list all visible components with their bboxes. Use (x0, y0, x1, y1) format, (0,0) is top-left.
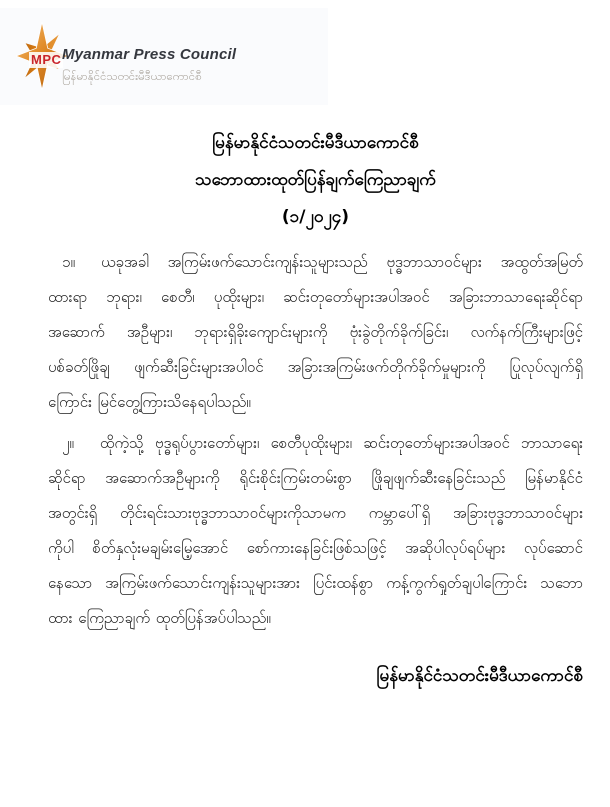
doc-title-council: မြန်မာနိုင်ငံသတင်းမီဒီယာကောင်စီ (212, 133, 419, 153)
paragraph-number: ၁။ (62, 253, 75, 271)
paragraph-line: နေသော အကြမ်းဖက်သောင်းကျန်းသူများအား ပြင်းထန်စွာ ကန့်ကွက်ရှုတ်ချပါကြောင်း သဘော (48, 574, 583, 592)
paragraph-text: ယခုအခါ အကြမ်းဖက်သောင်းကျန်းသူများသည် ဗုဒ္ဓဘာသာဝင်များ အထွတ်အမြတ် (100, 253, 583, 271)
mpc-acronym: MPC (31, 52, 62, 67)
paragraph-text: ထိုကဲ့သို့ ဗုဒ္ဓရုပ်ပွားတော်များ၊ စေတီပုထိုးများ၊ ဆင်းတုတော်များအပါအဝင် ဘာသာရေး (99, 434, 583, 452)
signature-line: မြန်မာနိုင်ငံသတင်းမီဒီယာကောင်စီ (376, 666, 583, 686)
paragraph-line: အဆောက် အဦများ၊ ဘုရားရှိခိုးကျောင်းများကို ဗုံးခွဲတိုက်ခိုက်ခြင်း၊ လက်နက်ကြီးများဖြင့် (48, 323, 583, 341)
paragraph-line: ဆိုင်ရာ အဆောက်အဦများကို ရိုင်းစိုင်းကြမ်းတမ်းစွာ ဖြိုချဖျက်ဆီးနေခြင်းသည် မြန်မာနိုင်ငံ (48, 469, 583, 487)
paragraph-line: ပစ်ခတ်ဖြိုချ ဖျက်ဆီးခြင်းများအပါဝင် အခြားအကြမ်းဖက်တိုက်ခိုက်မှုများကို ပြုလုပ်လျက်ရှိ (48, 358, 583, 376)
logo-name-burmese: မြန်မာနိုင်ငံသတင်းမီဒီယာကောင်စီ (62, 69, 202, 83)
paragraph-2 (48, 426, 583, 636)
paragraph-line (48, 426, 583, 461)
paragraph-line: ကိုပါ စိတ်နှလုံးမချမ်းမြေ့အောင် စော်ကားနေခြင်းဖြစ်သဖြင့် အဆိုပါလုပ်ရပ်များ လုပ်ဆောင် (48, 539, 583, 557)
paragraph-number: ၂။ (62, 434, 74, 452)
doc-issue-number: (၁/၂၀၂၄) (281, 207, 350, 227)
doc-title-statement: သဘောထားထုတ်ပြန်ချက်ကြေညာချက် (195, 170, 436, 190)
paragraph-line: ကြောင်း မြင်တွေ့ကြားသိနေရပါသည်။ (48, 393, 251, 411)
paragraph-line: ထား ကြေညာချက် ထုတ်ပြန်အပ်ပါသည်။ (48, 609, 271, 627)
paragraph-line (48, 245, 583, 280)
paragraph-line: ထားရာ ဘုရား၊ စေတီ၊ ပုထိုးများ၊ ဆင်းတုတော်များအပါအဝင် အခြားဘာသာရေးဆိုင်ရာ (48, 288, 583, 306)
logo-name-english: Myanmar Press Council (62, 46, 237, 63)
paragraph-line: အတွင်းရှိ တိုင်းရင်းသားဗုဒ္ဓဘာသာဝင်များကိုသာမက ကမ္ဘာပေါ်ရှိ အခြားဗုဒ္ဓဘာသာဝင်များ (48, 504, 583, 522)
paragraph-1 (48, 245, 583, 420)
